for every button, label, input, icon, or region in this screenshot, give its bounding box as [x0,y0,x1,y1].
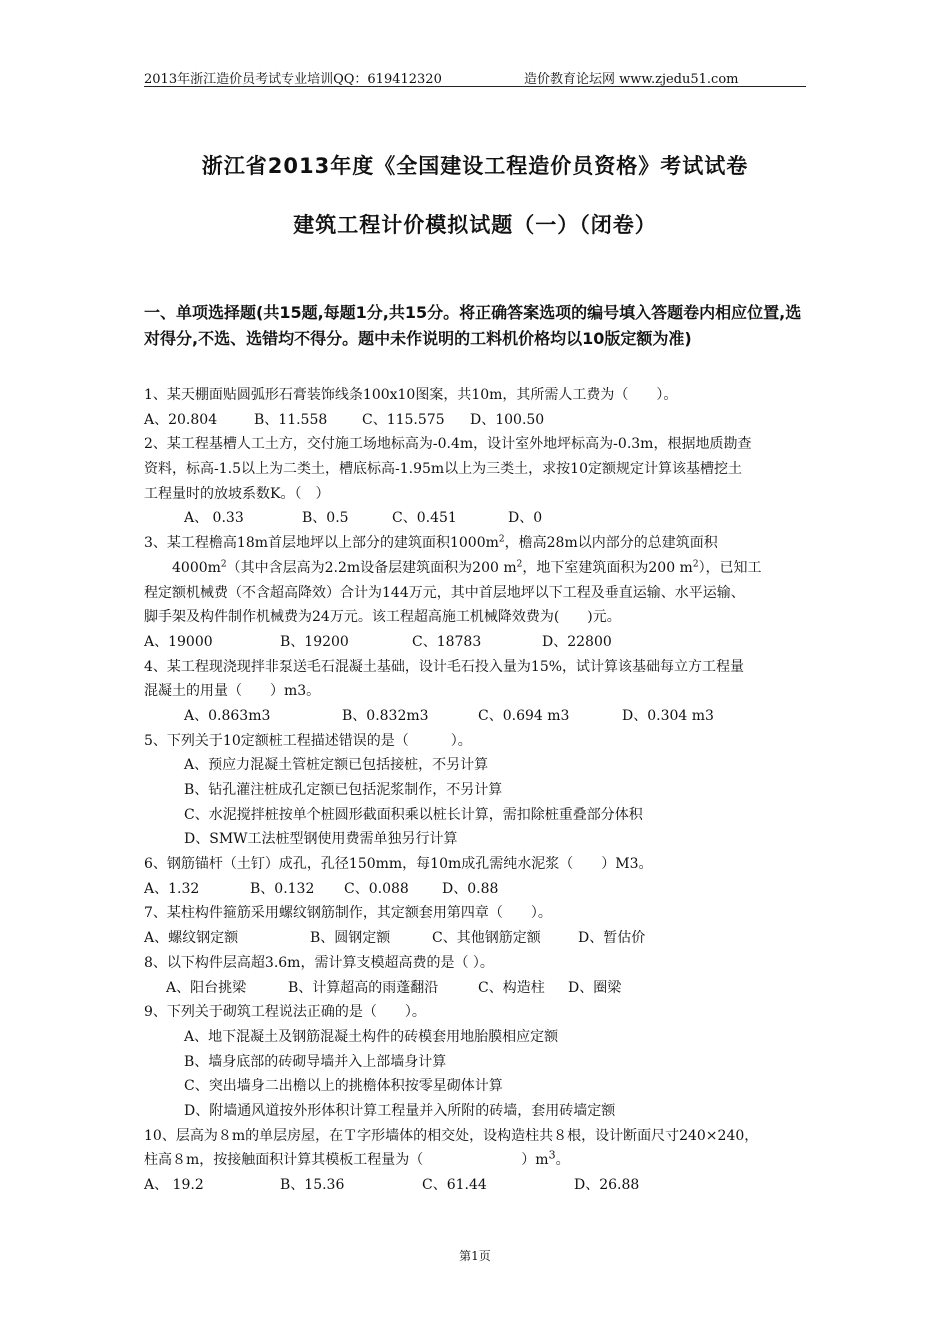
option-d: D、0 [508,510,543,527]
question-5-option-d: D、SMW工法桩型钢使用费需单独另行计算 [184,831,458,848]
superscript-2: 2 [692,559,699,570]
question-9-stem: 9、下列关于砌筑工程说法正确的是（ ）。 [144,1004,426,1021]
question-6-options [144,877,812,902]
question-2-stem-line2: 资料，标高-1.5以上为二类土，槽底标高-1.95m以上为三类土，求按10定额规定计算该基槽挖土 [144,461,742,478]
question-6-stem: 6、钢筋锚杆（土钉）成孔，孔径150mm，每10m成孔需纯水泥浆（ ）M3。 [144,856,653,873]
option-c: C、115.575 [362,411,445,428]
superscript-2: 2 [516,559,523,570]
q3-text-part: 4000m [172,559,221,576]
option-d: D、暂估价 [578,930,646,947]
option-b: B、计算超高的雨蓬翻沿 [288,979,439,996]
option-d: D、0.88 [442,880,499,897]
question-10-options [144,1173,812,1198]
option-b: B、0.132 [250,880,315,897]
question-8-stem: 8、以下构件层高超3.6m，需计算支模超高费的是（ ）。 [144,954,494,971]
question-1-stem: 1、某天棚面贴圆弧形石膏装饰线条100x10图案，共10m，其所需人工费为（ ）。 [144,387,678,403]
question-5-option-c: C、水泥搅拌桩按单个桩圆形截面积乘以桩长计算，需扣除桩重叠部分体积 [184,806,643,823]
question-3-stem-line4: 脚手架及构件制作机械费为24万元。该工程超高施工机械降效费为( )元。 [144,609,621,626]
option-c: C、构造柱 [478,979,545,996]
option-c: C、其他钢筋定额 [432,930,541,947]
option-c: C、0.088 [344,880,409,897]
q3-text-part: ，檐高28m以内部分的总建筑面积 [504,535,718,552]
option-c: C、18783 [412,633,482,650]
question-5-option-b: B、钻孔灌注桩成孔定额已包括泥浆制作，不另计算 [184,782,503,798]
option-c: C、0.694 m3 [478,707,570,724]
question-list [144,383,812,1198]
q10-text-part: 。 [555,1152,570,1169]
superscript-2: 2 [498,534,505,545]
q3-text-part: 3、某工程檐高18m首层地坪以上部分的建筑面积1000m [144,535,499,552]
exam-subtitle: 建筑工程计价模拟试题（一）（闭卷） [293,213,657,237]
option-b: B、15.36 [280,1177,345,1193]
option-d: D、圈梁 [568,979,622,996]
superscript-2: 2 [220,559,227,570]
question-8-options [144,976,812,1001]
question-4-stem-line2: 混凝土的用量（ ）m3。 [144,683,321,700]
option-a: A、1.32 [144,880,200,897]
question-5-option-a: A、预应力混凝土管桩定额已包括接桩，不另计算 [184,757,489,774]
option-d: D、0.304 m3 [622,707,714,724]
question-2-stem-line3: 工程量时的放坡系数K。（ ） [144,485,330,502]
page-number: 第1页 [459,1249,491,1263]
option-a: A、0.863m3 [184,707,271,724]
question-9-option-a: A、地下混凝土及钢筋混凝土构件的砖模套用地胎膜相应定额 [184,1028,559,1045]
question-4-options [144,704,812,729]
option-a: A、阳台挑梁 [166,979,247,996]
question-4-stem-line1: 4、某工程现浇现拌非泵送毛石混凝土基础，设计毛石投入量为15%，试计算该基础每立方工程量 [144,658,745,675]
question-3-stem-line2 [144,556,812,581]
q3-text-part: ，地下室建筑面积为200 m [522,559,693,576]
question-2-options [144,506,812,531]
option-a: A、 0.33 [184,510,244,527]
question-10-stem-line2 [144,1148,812,1173]
question-9-option-d: D、附墙通风道按外形体积计算工程量并入所附的砖墙，套用砖墙定额 [184,1102,616,1119]
superscript-3: 3 [548,1148,556,1162]
question-3-stem-line1 [144,531,812,556]
option-c: C、61.44 [422,1177,487,1193]
option-d: D、26.88 [574,1177,640,1193]
option-a: A、20.804 [144,411,218,428]
section-heading: 一、单项选择题(共15题,每题1分,共15分。将正确答案选项的编号填入答题卷内相应位置,选对得分,不选、选错均不得分。题中未作说明的工料机价格均以10版定额为准) [144,303,802,348]
question-9-option-c: C、突出墙身二出檐以上的挑檐体积按零星砌体计算 [184,1078,503,1095]
question-7-options [144,926,812,951]
option-b: B、圆钢定额 [310,930,391,947]
option-b: B、11.558 [254,411,328,428]
header-training-info: 2013年浙江造价员考试专业培训QQ：619412320 [144,72,442,87]
option-a: A、 19.2 [144,1177,204,1193]
question-3-options [144,630,812,655]
q3-text-part: （其中含层高为2.2m设备层建筑面积为200 m [226,559,517,576]
option-b: B、19200 [280,633,349,650]
question-7-stem: 7、某柱构件箍筋采用螺纹钢筋制作，其定额套用第四章（ ）。 [144,905,552,922]
option-d: D、22800 [542,633,612,650]
option-d: D、100.50 [470,411,545,428]
option-a: A、19000 [144,633,213,650]
option-a: A、螺纹钢定额 [144,930,239,947]
option-b: B、0.832m3 [342,707,429,724]
question-9-option-b: B、墙身底部的砖砌导墙并入上部墙身计算 [184,1053,447,1070]
q3-text-part: ），已知工 [698,559,762,576]
exam-title: 浙江省2013年度《全国建设工程造价员资格》考试试卷 [201,154,749,178]
option-c: C、0.451 [392,510,457,527]
question-3-stem-line3: 程定额机械费（不含超高降效）合计为144万元，其中首层地坪以下工程及垂直运输、水平运输、 [144,584,745,601]
option-b: B、0.5 [302,510,349,527]
question-10-stem-line1: 10、层高为８m的单层房屋，在Ｔ字形墙体的相交处，设构造柱共８根，设计断面尺寸240×240， [144,1127,759,1144]
q10-text-part: 柱高８m，按接触面积计算其模板工程量为（ ）m [144,1152,549,1169]
page-header [144,66,806,87]
question-1-options [144,408,812,433]
question-2-stem-line1: 2、某工程基槽人工土方，交付施工场地标高为-0.4m，设计室外地坪标高为-0.3m，根据地质勘查 [144,436,752,453]
header-website: 造价教育论坛网 www.zjedu51.com [524,72,739,87]
question-5-stem: 5、下列关于10定额桩工程描述错误的是（ ）。 [144,732,472,749]
